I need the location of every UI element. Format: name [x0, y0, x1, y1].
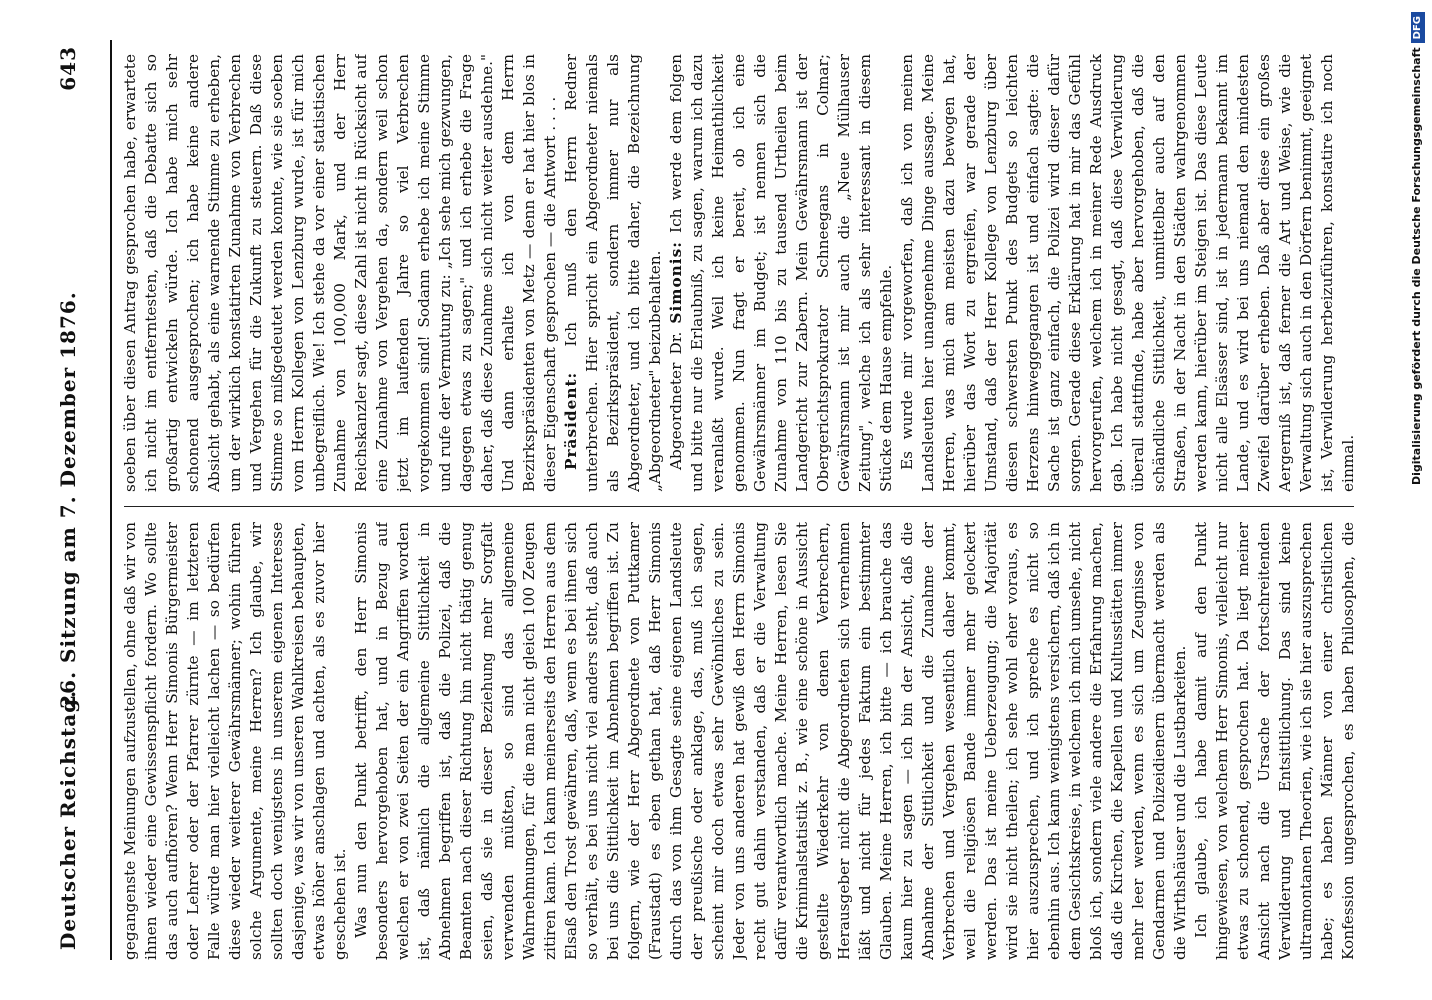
dfg-notice-text — [1406, 12, 1428, 972]
paragraph — [1359, 54, 1360, 492]
paragraph: Präsident: Ich muß den Herrn Redner unterbrechen. Hier spricht ein Abgeordneter niemals als Bezirkspräsident, sondern immer nur als Abgeordneter, und ich bitte daher, die Bezeichnung „Abgeordneter" beizubehalten. — [562, 54, 664, 492]
header-rule — [110, 40, 112, 960]
dfg-notice — [1406, 12, 1428, 972]
column-divider — [124, 506, 1354, 507]
page-header — [20, 20, 80, 980]
paragraph: Ich glaube, ich habe damit auf den Punkt hingewiesen, von welchem Herr Simonis, vielleicht nur etwas zu schonend, gesprochen hat. Da liegt meiner Ansicht nach die Ursache der fortschreitenden Verwilderung und Entsittlichung. Das sind keine ultramontanen Theorien, wie ich sie hier auszusprechen habe; es haben Männer von einer christlichen Konfession ungesprochen, es haben Philosophen, die — [1192, 522, 1357, 960]
paragraph: Was nun den Punkt betrifft, den Herr Simonis besonders hervorgehoben hat, und in Bezug auf welchen er von zwei Seiten der ein Angriffen worden ist, daß nämlich die allgemeine Sittlichkeit in Abnehmen begriffen ist, daß die Polizei, daß die Beamten nach dieser Richtung hin nicht thätig genug seien, daß sie in dieser Beziehung mehr Sorgfalt verwenden müßten, so sind das allgemeine Wahrnehmungen, für die man nicht gleich 100 Zeugen zitiren kann. Ich kann meinerseits den Herren aus dem Elsaß den Trost gewähren, daß, wenn es bei ihnen sich so verhält, es bei uns nicht viel anders steht, daß auch bei uns die Sittlichkeit im Abnehmen begriffen ist. Zu folgern, wie der Herr Abgeordnete von Puttkamer (Fraustadt) es eben gethan hat, daß Herr Simonis durch das von ihm Gesagte seine eigenen Landsleute der preußische oder anklage, das, muß ich sagen, scheint mir doch etwas sehr Gewöhnliches zu sein. Jeder von uns anderen hat gewiß den Herrn Simonis recht gut dahin verstanden, daß er die Verwaltung dafür verantwortlich mache. Meine Herren, lesen Sie die Kriminalstatistik z. B., wie eine schöne in Aussicht gestellte Wiederkehr von denen Verbrechern, Herausgeber nicht die Abgeordneten sich vernehmen läßt und nicht für jedes Faktum ein bestimmter Glauben. Meine Herren, ich bitte — ich brauche das kaum hier zu sagen — ich bin der Ansicht, daß die Abnahme der Sittlichkeit und die Zunahme der Verbrechen und Vergehen wesentlich daher kommt, weil die religiösen Bande immer mehr gelockert werden. Das ist meine Ueberzeugung; die Majorität wird sie nicht theilen; ich sehe wohl eher voraus, es hier auszusprechen, und ich spreche es nicht so ebenhin aus. Ich kann wenigstens versichern, daß ich in dem Gesichtskreise, in welchem ich mich umsehe, nicht bloß ich, sondern viele andere die Erfahrung machen, daß die Kirchen, die Kapellen und Kultusstätten immer mehr leer werden, wenn es sich um Zeugnisse von Gendarmen und Polizeidienern übermacht werden als die Wirthshäuser und die Lustbarkeiten. — [352, 522, 1189, 960]
text-columns — [120, 40, 1360, 960]
header-session: 26. Sitzung am 7. Dezember 1876. — [56, 291, 80, 709]
dfg-notice-label: Digitalisierung gefördert durch die Deutsche Forschungsgemeinschaft — [1410, 47, 1423, 486]
paragraph: Es wurde mir vorgeworfen, daß ich von meinen Landsleuten hier unangenehme Dinge aussage. Meine Herren, was mich am meisten dazu bewogen hat, hierüber das Wort zu ergreifen, war gerade der Umstand, daß der Herr Kollege von Lenzburg über diesen schwersten Punkt des Budgets so leichten Herzens hinweggegangen ist und einfach sagte: die Sache ist ganz einfach, die Polizei wird dieser dafür sorgen. Gerade diese Erklärung hat in mir das Gefühl hervorgerufen, welchem ich in meiner Rede Ausdruck gab. Ich habe nicht gesagt, daß diese Verwilderung überall stattfinde, habe aber hervorgehoben, daß die schändliche Sittlichkeit, unmittelbar auch auf den Straßen, in der Nacht in den Städten wahrgenommen werden kann, hierüber im Steigen ist. Das diese Leute nicht alle Elsässer sind, ist in jedermann bekannt im Lande, und es wird bei uns niemand den mindesten Zweifel darüber erheben. Daß aber diese ein großes Aergerniß ist, daß ferner die Art und Weise, wie die Verwaltung sich auch in den Dörfern benimmt, geeignet ist, Verwilderung herbeizuführen, konstatire ich noch einmal. — [898, 54, 1357, 492]
speaker-name: Simonis: — [667, 241, 685, 324]
paragraph: Abgeordneter Dr. Simonis: Ich werde dem folgen und bitte nur die Erlaubniß, zu sagen, warum ich dazu veranlaßt wurde. Weil ich keine Heimathlichkeit genommen. Nun fragt er bereit, ob ich eine Gewährsmänner im Budget; ist nennen sich die Zunahme von 110 bis zu tausend Urtheilen beim Landgericht zur Zabern. Mein Gewährsmann ist der Obergerichtsprokurator Schneegans in Colmar; Gewährsmann ist mir auch die „Neue Mülhauser Zeitung", welche ich als sehr interessant in diesem Stücke dem Hause empfehle. — [667, 54, 895, 492]
right-column — [120, 54, 1360, 492]
paragraph: soeben über diesen Antrag gesprochen habe, erwartete ich nicht im entferntesten, daß die Debatte sich so großartig entwickeln würde. Ich habe mich sehr schonend ausgesprochen; ich habe keine andere Absicht gehabt, als eine warnende Stimme zu erheben, um der wirklich konstatirten Zunahme von Verbrechen und Vergehen für die Zukunft zu steuern. Daß diese Stimme so mißgedeutet werden konnte, wie sie soeben vom Herrn Kollegen von Lenzburg wurde, ist für mich unbegreiflich. Wie! Ich stehe da vor einer statistischen Zunahme von 100,000 Mark, und der Herr Reichskanzler sagt, diese Zahl ist nicht in Rücksicht auf eine Zunahme von Vergehen da, sondern weil schon jetzt im laufenden Jahre so viel Verbrechen vorgekommen sind! Sodann erhebe ich meine Stimme und rufe der Vermutung zu: „Ich sehe mich gezwungen, dagegen etwas zu sagen;" und ich erhebe die Frage daher, daß diese Zunahme sich nicht weiter ausdehne." Und dann erhalte ich von dem Herrn Bezirkspräsidenten von Metz — denn er hat hier blos in dieser Eigenschaft gesprochen — die Antwort . . . . — [121, 54, 559, 492]
speaker-name: Präsident: — [562, 371, 580, 470]
paragraph: gegangenste Meinungen aufzustellen, ohne daß wir von ihnen wieder eine Gewissenspflicht fordern. Wo sollte das auch aufhören? Wenn Herr Simonis Bürgermeister oder Lehrer oder der Pfarrer zürnte — im letzteren Falle würde man hier vielleicht lachen — so bedürfen diese wieder weiterer Gewährsmänner; wohin führen solche Argumente, meine Herren? Ich glaube, wir sollten doch wenigstens in unserem eigenen Interesse dasjenige, was wir von unseren Wahlkreisen behaupten, etwas höher anschlagen und achten, als es zuvor hier geschehen ist. — [121, 522, 349, 960]
page-number: 643 — [56, 46, 80, 91]
left-column — [120, 522, 1360, 960]
rotated-page — [20, 20, 1380, 980]
dfg-logo: DFG — [1411, 12, 1425, 43]
header-publication: Deutscher Reichstag. — [56, 689, 80, 950]
